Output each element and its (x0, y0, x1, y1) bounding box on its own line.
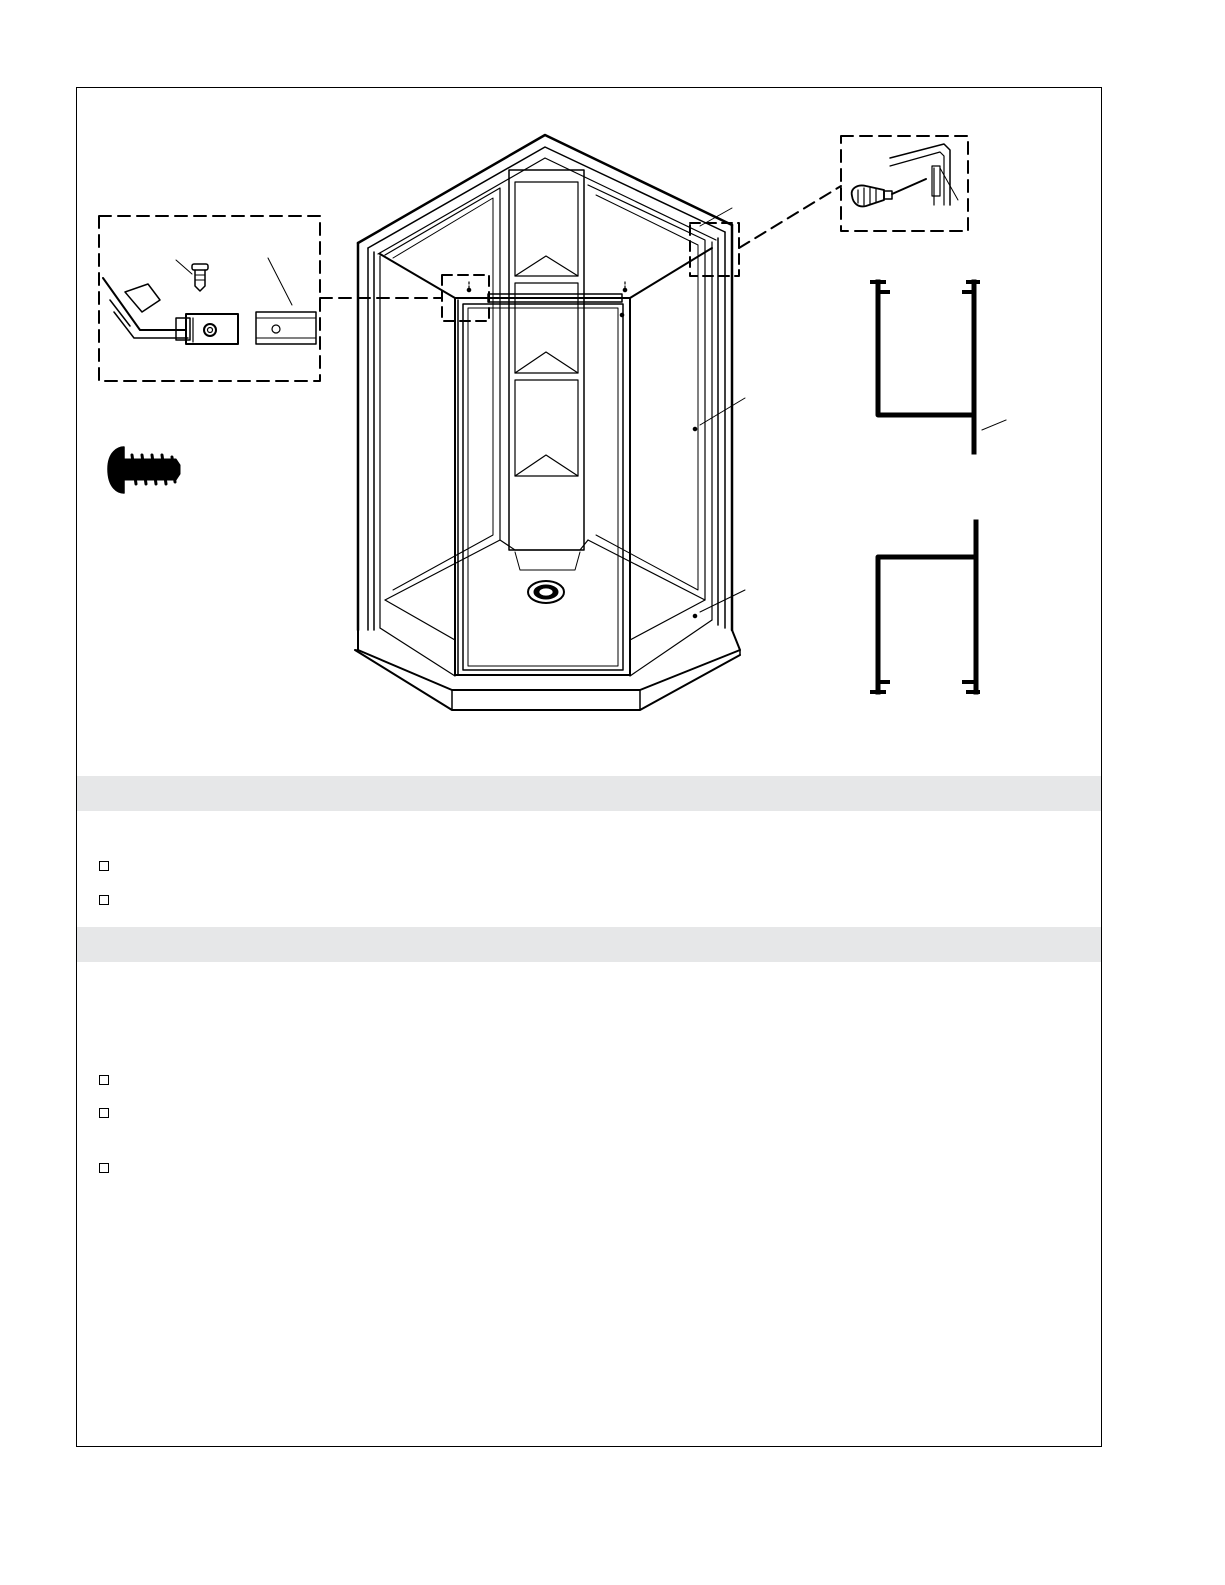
checklist-checkbox[interactable] (99, 1108, 109, 1118)
detail-box-right (739, 136, 968, 248)
detail-box-left (99, 216, 442, 381)
checklist-checkbox[interactable] (99, 861, 109, 871)
section-header-band (77, 927, 1101, 962)
channel-profile-bottom (872, 522, 978, 692)
channel-profile-top (872, 282, 1006, 452)
installation-illustration (0, 0, 1225, 760)
section-header-band (77, 776, 1101, 811)
checklist-checkbox[interactable] (99, 1163, 109, 1173)
shower-enclosure (355, 135, 745, 710)
checklist-checkbox[interactable] (99, 1075, 109, 1085)
large-screw-icon (108, 447, 180, 493)
checklist-checkbox[interactable] (99, 895, 109, 905)
